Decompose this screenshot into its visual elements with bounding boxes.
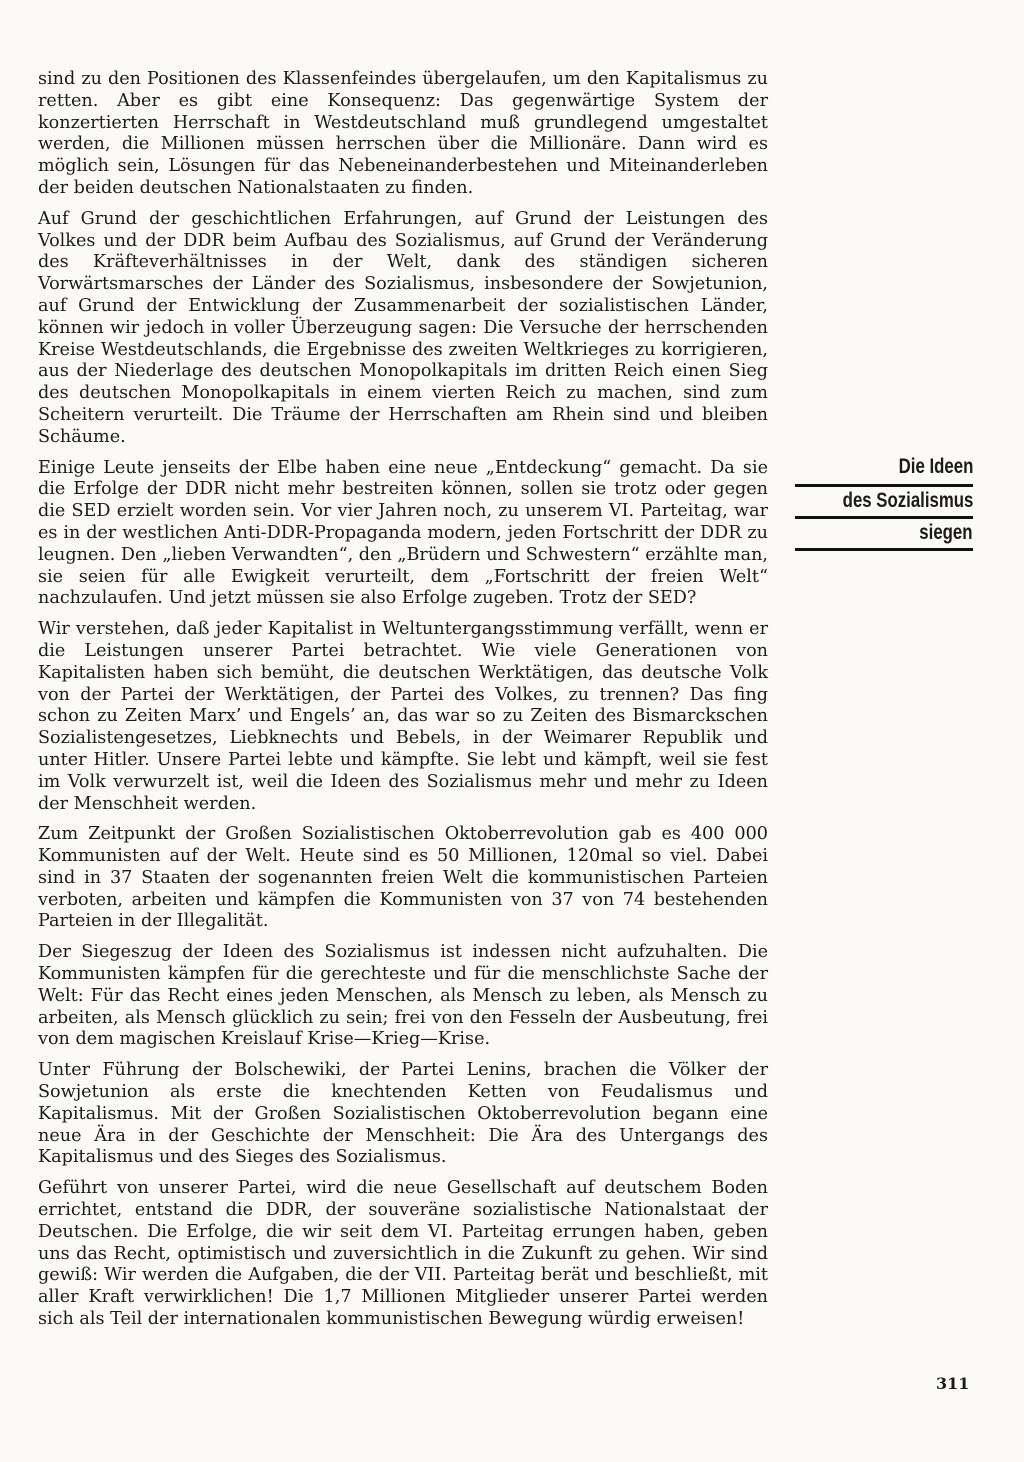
paragraph-8: Geführt von unserer Partei, wird die neue Gesellschaft auf deutschem Boden errichtet, entstand die DDR, der souveräne sozialistische Nationalstaat der Deutschen. Die Erfolge, die wir seit dem VI. Parteitag errungen haben, geben uns das Recht, optimistisch und zuversichtlich in die Zukunft zu gehen. Wir sind gewiß: Wir werden die Aufgaben, die der VII. Parteitag berät und beschließt, mit aller Kraft verwirklichen! Die 1,7 Millionen Mitglieder unserer Partei werden sich als Teil der internationalen kommunistischen Bewegung würdig erweisen!: [38, 1178, 768, 1330]
heading-rule-1: [795, 484, 973, 487]
margin-heading-line-2: des Sozialismus: [842, 489, 973, 512]
page-number: 311: [936, 1374, 970, 1393]
margin-heading-line-3: siegen: [919, 521, 973, 544]
body-text: [38, 69, 768, 1340]
paragraph-3: Einige Leute jenseits der Elbe haben eine neue „Entdeckung“ gemacht. Da sie die Erfolge der DDR nicht mehr bestreiten können, sollen sie trotz oder gegen die SED erzielt worden sein. Vor vier Jahren noch, zu unserem VI. Parteitag, war es in der westlichen Anti-DDR-Propaganda modern, jeden Fortschritt der DDR zu leugnen. Den „lieben Verwandten“, den „Brüdern und Schwestern“ erzählte man, sie seien für alle Ewigkeit verurteilt, dem „Fortschritt der freien Welt“ nachzulaufen. Und jetzt müssen sie also Erfolge zugeben. Trotz der SED?: [38, 457, 768, 609]
paragraph-2: Auf Grund der geschichtlichen Erfahrungen, auf Grund der Leistungen des Volkes und der DDR beim Aufbau des Sozialismus, auf Grund der Veränderung des Kräfteverhältnisses in der Welt, dank des ständigen sicheren Vorwärtsmarsches der Länder des Sozialismus, insbesondere der Sowjetunion, auf Grund der Entwicklung der Zusammenarbeit der sozialistischen Länder, können wir jedoch in voller Überzeugung sagen: Die Versuche der herrschenden Kreise Westdeutschlands, die Ergebnisse des zweiten Weltkrieges zu korrigieren, aus der Niederlage des deutschen Monopolkapitals im dritten Reich einen Sieg des deutschen Monopolkapitals in einem vierten Reich zu machen, sind zum Scheitern verurteilt. Die Träume der Herrschaften am Rhein sind und bleiben Schäume.: [38, 208, 768, 447]
heading-rule-3: [795, 548, 973, 551]
paragraph-1: sind zu den Positionen des Klassenfeindes übergelaufen, um den Kapitalismus zu retten. Aber es gibt eine Konsequenz: Das gegenwärtige System der konzertierten Herrschaft in Westdeutschland muß grundlegend umgestaltet werden, die Millionen müssen herrschen über die Millionäre. Dann wird es möglich sein, Lösungen für das Nebeneinanderbestehen und Miteinanderleben der beiden deutschen Nationalstaaten zu finden.: [38, 69, 768, 198]
paragraph-4: Wir verstehen, daß jeder Kapitalist in Weltuntergangsstimmung verfällt, wenn er die Leistungen unserer Partei betrachtet. Wie viele Generationen von Kapitalisten haben sich bemüht, die deutschen Werktätigen, das deutsche Volk von der Partei der Werktätigen, der Partei des Volkes, zu trennen? Das fing schon zu Zeiten Marx’ und Engels’ an, das war so zu Zeiten des Bismarckschen Sozialistengesetzes, Liebknechts und Bebels, in der Weimarer Republik und unter Hitler. Unsere Partei lebte und kämpfte. Sie lebt und kämpft, weil sie fest im Volk verwurzelt ist, weil die Ideen des Sozialismus mehr und mehr zu Ideen der Menschheit werden.: [38, 619, 768, 814]
margin-heading-line-1: Die Ideen: [898, 455, 973, 478]
paragraph-7: Unter Führung der Bolschewiki, der Partei Lenins, brachen die Völker der Sowjetunion als erste die knechtenden Ketten von Feudalismus und Kapitalismus. Mit der Großen Sozialistischen Oktoberrevolution begann eine neue Ära in der Geschichte der Menschheit: Die Ära des Untergangs des Kapitalismus und des Sieges des Sozialismus.: [38, 1060, 768, 1168]
paragraph-6: Der Siegeszug der Ideen des Sozialismus ist indessen nicht aufzuhalten. Die Kommunisten kämpfen für die gerechteste und für die menschlichste Sache der Welt: Für das Recht eines jeden Menschen, als Mensch zu leben, als Mensch zu arbeiten, als Mensch glücklich zu sein; frei von den Fesseln der Ausbeutung, frei von dem magischen Kreislauf Krise—Krieg—Krise.: [38, 942, 768, 1050]
paragraph-5: Zum Zeitpunkt der Großen Sozialistischen Oktoberrevolution gab es 400 000 Kommunisten auf der Welt. Heute sind es 50 Millionen, 120mal so viel. Dabei sind in 37 Staaten der sogenannten freien Welt die kommunistischen Parteien verboten, arbeiten und kämpfen die Kommunisten von 37 von 74 bestehenden Parteien in der Illegalität.: [38, 824, 768, 932]
heading-rule-2: [795, 516, 973, 519]
